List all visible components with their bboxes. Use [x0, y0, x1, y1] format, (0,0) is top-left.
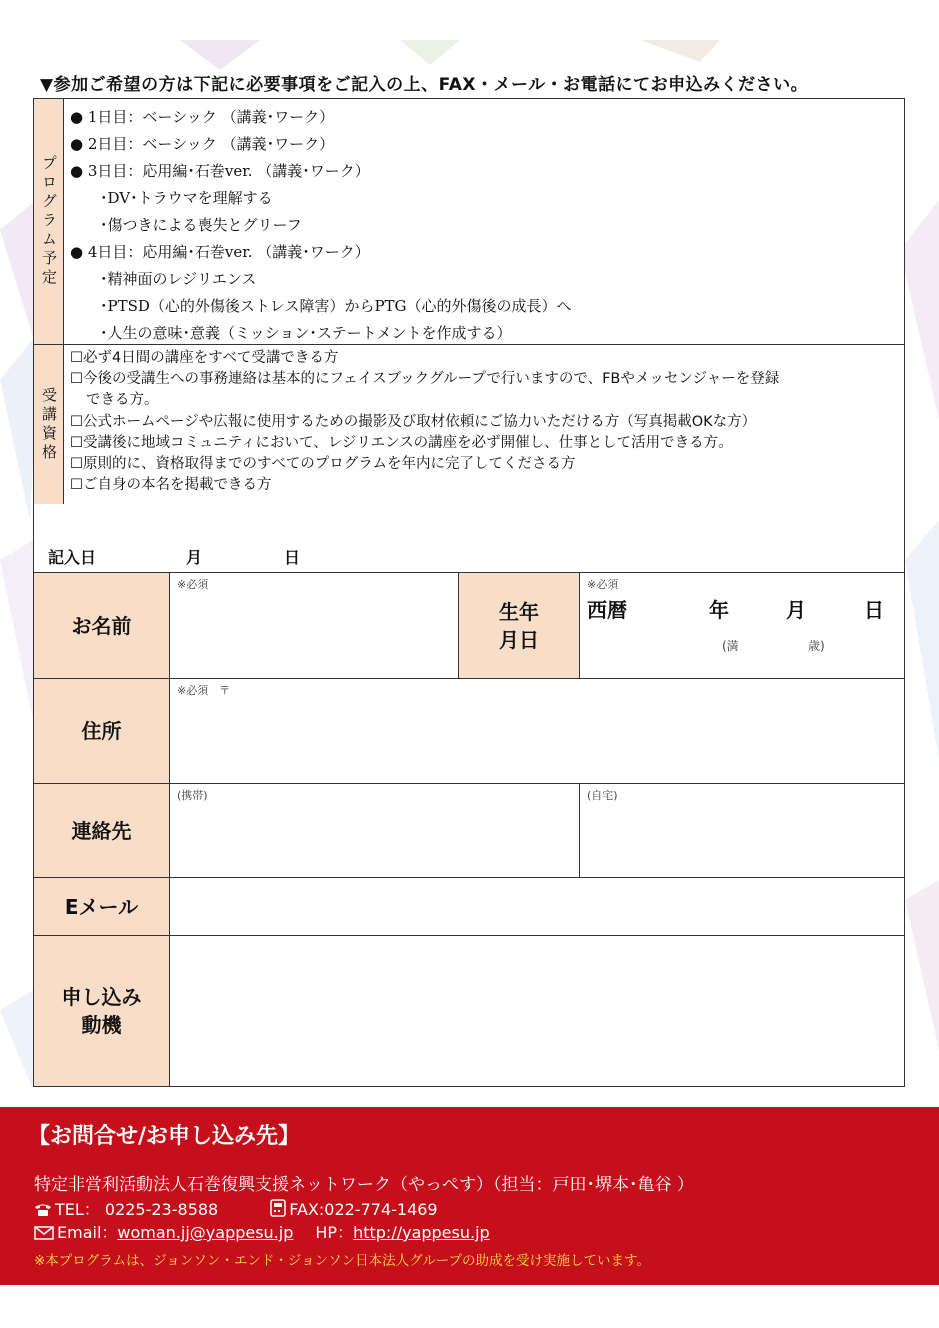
qualification-checkbox-item[interactable]: ☐原則的に、資格取得までのすべてのプログラムを年内に完了してくださる方 [70, 456, 576, 473]
footer-email-link[interactable]: woman.jj@yappesu.jp [117, 1223, 294, 1242]
name-field[interactable] [170, 573, 459, 679]
entry-date-row [33, 504, 905, 573]
mobile-label: (携帯) [177, 789, 208, 802]
age-open: (満 [722, 639, 739, 653]
birthdate-era: 西暦 [587, 598, 627, 622]
name-required-note: ※必須 [177, 578, 209, 591]
footer-web-line [34, 1220, 490, 1244]
program-subitem: ･人生の意味･意義（ミッション･ステートメントを作成する） [100, 324, 512, 342]
email-label-cell [34, 878, 170, 936]
footer-organization: 特定非営利活動法人石巻復興支援ネットワーク（やっぺす）（担当：戸田･堺本･亀谷 ） [34, 1175, 694, 1195]
qualification-checkbox-item[interactable]: ☐ご自身の本名を掲載できる方 [70, 477, 272, 494]
program-item: ● 1日目：ベーシック （講義･ワーク） [70, 108, 335, 126]
email-field[interactable] [170, 878, 904, 936]
program-subitem: ･PTSD（心的外傷後ストレス障害）からPTG（心的外傷後の成長）へ [100, 297, 572, 315]
program-label: プログラム予定 [40, 155, 58, 288]
application-form [33, 572, 905, 1087]
entry-date-month[interactable]: 月 [186, 548, 203, 567]
age-close: 歳) [808, 639, 825, 653]
email-label: Eメール [64, 894, 139, 919]
address-label: 住所 [81, 719, 122, 743]
address-label-cell [34, 679, 170, 784]
program-item: ● 3日目：応用編･石巻ver. （講義･ワーク） [70, 162, 370, 180]
name-label: お名前 [71, 613, 132, 638]
qualification-item-continuation: できる方。 [86, 392, 159, 409]
footer-sponsor-note: ※本プログラムは、ジョンソン・エンド・ジョンソン日本法人グループの助成を受け実施しています。 [34, 1253, 650, 1269]
entry-date-label: 記入日 [48, 548, 97, 567]
program-table [33, 98, 905, 505]
birthdate-month: 月 [786, 598, 806, 622]
motive-field[interactable] [170, 936, 904, 1086]
birthdate-label-line1: 生年 [499, 599, 539, 624]
footer-title: 【お問合せ/お申し込み先】 [28, 1124, 301, 1149]
motive-label-line2: 動機 [81, 1013, 122, 1037]
footer-email-prefix: Email： [57, 1223, 118, 1242]
footer-tel: TEL： 0225-23-8588 [55, 1200, 219, 1219]
contact-label-cell [34, 784, 170, 878]
footer-fax: FAX:022-774-1469 [289, 1200, 438, 1219]
program-subitem: ･傷つきによる喪失とグリーフ [100, 216, 302, 234]
motive-label-line1: 申し込み [61, 985, 142, 1009]
birthdate-field[interactable] [580, 573, 904, 679]
qualification-checkbox-item[interactable]: ☐公式ホームページや広報に使用するための撮影及び取材依頼にご協力いただける方（写真掲載OKな方） [70, 413, 757, 430]
home-phone-field[interactable] [580, 784, 904, 878]
mail-icon [34, 1225, 54, 1244]
address-required-note: ※必須 〒 [177, 684, 231, 697]
qualification-checkbox-item[interactable]: ☐今後の受講生への事務連絡は基本的にフェイスブックグループで行いますので、FBやメッセンジャーを登録 [70, 371, 780, 388]
program-item: ● 4日目：応用編･石巻ver. （講義･ワーク） [70, 243, 370, 261]
name-label-cell [34, 573, 170, 679]
qualification-label: 受講資格 [40, 386, 58, 463]
mobile-phone-field[interactable] [170, 784, 580, 878]
home-label: (自宅) [587, 789, 618, 802]
qualification-list [70, 348, 779, 496]
phone-icon [34, 1202, 52, 1221]
footer-phone-line [34, 1197, 438, 1221]
program-label-cell [34, 99, 64, 344]
program-row [34, 99, 904, 345]
contact-footer [0, 1107, 939, 1285]
program-item: ● 2日目：ベーシック （講義･ワーク） [70, 135, 335, 153]
program-subitem: ･精神面のレジリエンス [100, 270, 257, 288]
program-subitem: ･DV･トラウマを理解する [100, 189, 273, 207]
fax-icon [270, 1199, 286, 1221]
birthdate-label-cell [459, 573, 580, 679]
qualification-label-cell [34, 345, 64, 504]
footer-hp-link[interactable]: http://yappesu.jp [353, 1223, 490, 1242]
address-field[interactable] [170, 679, 904, 784]
program-list [70, 104, 572, 347]
motive-label-cell [34, 936, 170, 1086]
birthdate-day: 日 [864, 598, 884, 622]
footer-hp-prefix: HP： [315, 1223, 354, 1242]
birthdate-label-line2: 月日 [499, 627, 539, 652]
birthdate-required-note: ※必須 [587, 578, 619, 591]
birthdate-year: 年 [709, 598, 729, 622]
qualification-row [34, 345, 904, 504]
entry-date-day[interactable]: 日 [284, 548, 301, 567]
contact-label: 連絡先 [71, 818, 132, 843]
qualification-checkbox-item[interactable]: ☐受講後に地域コミュニティにおいて、レジリエンスの講座を必ず開催し、仕事として活用できる方。 [70, 434, 733, 451]
qualification-checkbox-item[interactable]: ☐必ず4日間の講座をすべて受講できる方 [70, 350, 339, 366]
instruction-headline: ▼参加ご希望の方は下記に必要事項をご記入の上、FAX・メール・お電話にてお申込みください。 [40, 75, 809, 95]
